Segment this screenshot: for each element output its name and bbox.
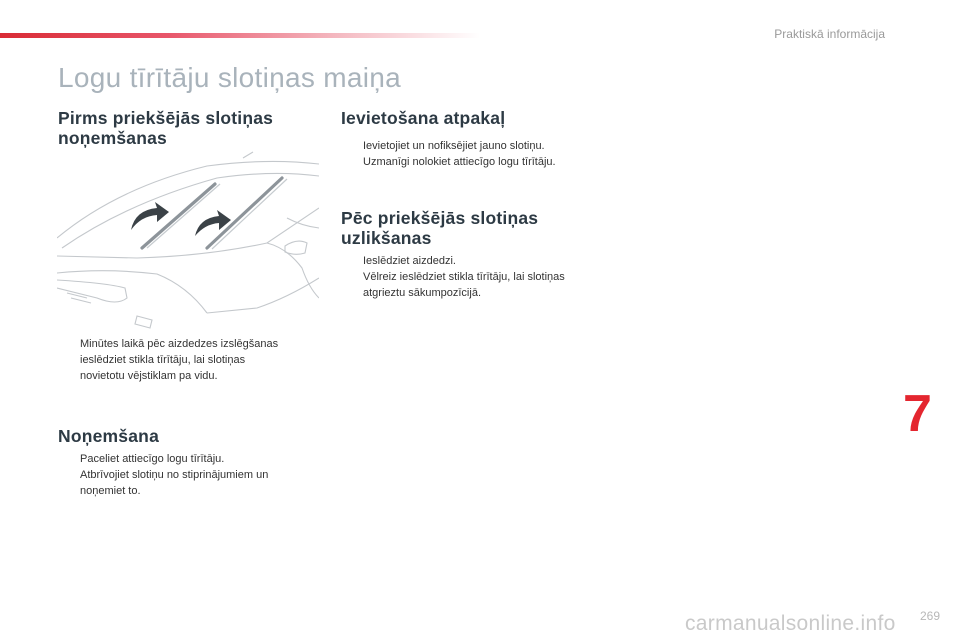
list-item [341, 154, 621, 170]
heading-line: Pirms priekšējās slotiņas [58, 108, 274, 128]
list-item [58, 451, 328, 467]
bullet-text-line: Minūtes laikā pēc aizdedzes izslēgšanas [80, 338, 279, 350]
list-item [341, 253, 631, 269]
list-item [341, 138, 621, 154]
bullet-text-line: Ievietojiet un nofiksējiet jauno slotiņu. [363, 140, 545, 152]
watermark: carmanualsonline.info [685, 612, 896, 635]
heading-reinstall: Ievietošana atpakaļ [341, 108, 506, 128]
section-header: Praktiskā informācija [774, 27, 885, 41]
bullet-text-line: Uzmanīgi nolokiet attiecīgo logu tīrītāju. [363, 156, 556, 168]
header-accent-bar [0, 33, 480, 38]
bullet-text-line: Ieslēdziet aizdedzi. [363, 255, 456, 267]
heading-line: Pēc priekšējās slotiņas [341, 208, 539, 228]
page-number: 269 [919, 609, 940, 623]
bullet-text-line: ieslēdziet stikla tīrītāju, lai slotiņas [80, 354, 246, 366]
bullet-text-line: Atbrīvojiet slotiņu no stiprinājumiem un [80, 469, 269, 481]
bullet-list-after-fitting [341, 253, 631, 301]
bullet-text-line: novietotu vējstiklam pa vidu. [80, 370, 218, 382]
heading-after-fitting [341, 208, 538, 248]
bullet-list-removal [58, 451, 328, 499]
bullet-text-line: Paceliet attiecīgo logu tīrītāju. [80, 453, 225, 465]
bullet-list-reinstall [341, 138, 621, 170]
heading-before-removal [58, 108, 273, 148]
list-item [341, 269, 631, 301]
bullet-list-before-removal [58, 336, 328, 384]
list-item [58, 467, 328, 499]
heading-line: uzlikšanas [341, 228, 432, 248]
heading-line: noņemšanas [58, 128, 167, 148]
list-item [58, 336, 328, 384]
page-title: Logu tīrītāju slotiņas maiņa [58, 62, 402, 93]
chapter-number: 7 [903, 385, 932, 443]
bullet-text-line: atgrieztu sākumpozīcijā. [363, 287, 481, 299]
windscreen-wiper-illustration [57, 148, 319, 330]
bullet-text-line: Vēlreiz ieslēdziet stikla tīrītāju, lai slotiņas [363, 271, 565, 283]
heading-removal: Noņemšana [58, 426, 159, 446]
bullet-text-line: noņemiet to. [80, 485, 141, 497]
